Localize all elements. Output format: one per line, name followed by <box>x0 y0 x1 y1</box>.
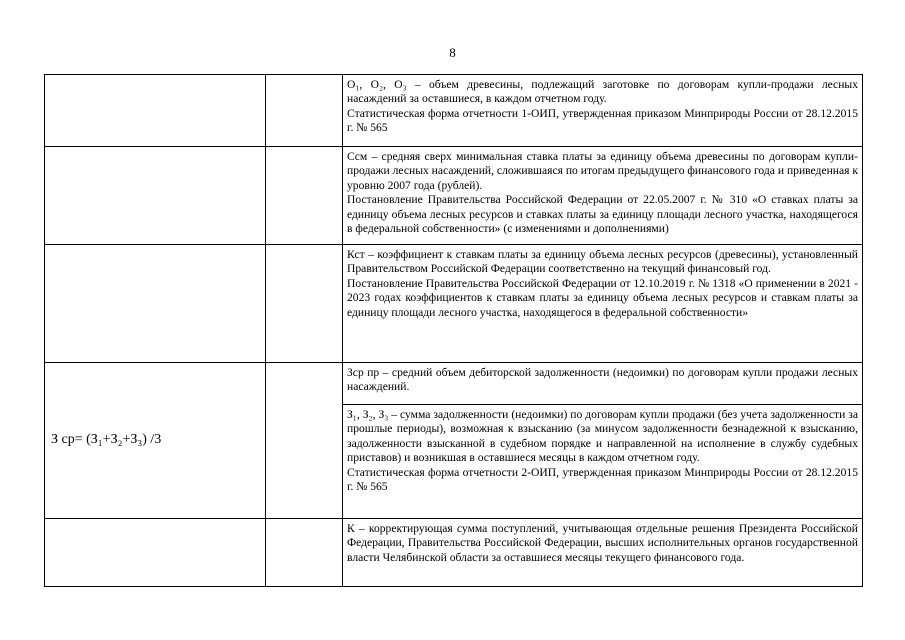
paragraph: Зср пр – средний объем дебиторской задолженности (недоимки) по договорам купли продажи лесных насаждений. <box>347 366 858 394</box>
formula-cell <box>45 245 266 363</box>
table-row <box>45 245 863 363</box>
paragraph: Cсм – средняя сверх минимальная ставка платы за единицу объема древесины по договорам купли-продажи лесных насаждений, сложившаяся по итогам предыдущего финансового года и приведенная к уровню 2007 года (рублей). <box>347 150 859 192</box>
formula-cell: З ср= (З₁+З₂+З₃) /3 <box>45 363 266 519</box>
table-row <box>45 75 863 147</box>
empty-cell <box>266 147 343 245</box>
paragraph: З₁, З₂, З₃ – сумма задолженности (недоимки) по договорам купли продажи (без учета задолженности за прошлые периоды), возможная к взысканию (за минусом задолженности безнадежной к взысканию, задолженности взысканной в судебном порядке и направленной на исполнение в службу судебных приставов) и возникшая в оставшиеся месяцы в каждом отчетном году. <box>347 408 858 465</box>
paragraph: Кст – коэффициент к ставкам платы за единицу объема лесных ресурсов (древесины), установленный Правительством Российской Федерации соответственно на текущий финансовый год. <box>347 248 858 276</box>
empty-cell <box>266 245 343 363</box>
formula-cell <box>45 75 266 147</box>
page-number: 8 <box>449 45 456 60</box>
description-cell <box>343 405 863 519</box>
paragraph: Постановление Правительства Российской Федерации от 22.05.2007 г. № 310 «О ставках платы за единицу объема лесных ресурсов и ставках платы за единицу площади лесного участка, находящегося в федеральной собственности» (с изменениями и дополнениями) <box>347 193 858 236</box>
paragraph: Статистическая форма отчетности 1-ОИП, утвержденная приказом Минприроды России от 28.12.2015 г. № 565 <box>347 106 858 135</box>
table-row <box>45 147 863 245</box>
formula-table <box>44 74 863 587</box>
empty-cell <box>266 363 343 519</box>
formula-cell <box>45 519 266 587</box>
description-cell <box>343 363 863 405</box>
description-cell <box>343 519 863 587</box>
empty-cell <box>266 519 343 587</box>
paragraph: О₁, О₂, О₃ – объем древесины, подлежащий заготовке по договорам купли-продажи лесных насаждений за оставшиеся, в каждом отчетном году. <box>347 78 858 106</box>
description-cell <box>343 245 863 363</box>
paragraph: К – корректирующая сумма поступлений, учитывающая отдельные решения Президента Российской Федерации, Правительства Российской Федерации, высших исполнительных органов государственной власти Челябинской области за оставшиеся месяцы текущего финансового года. <box>347 522 858 564</box>
table-row <box>45 519 863 587</box>
description-cell <box>343 75 863 147</box>
table-row <box>45 363 863 405</box>
paragraph: Статистическая форма отчетности 2-ОИП, утвержденная приказом Минприроды России от 28.12.2015 г. № 565 <box>347 465 858 494</box>
empty-cell <box>266 75 343 147</box>
paragraph: Постановление Правительства Российской Федерации от 12.10.2019 г. № 1318 «О применении в 2021 - 2023 годах коэффициентов к ставкам платы за единицу объема лесных ресурсов и ставкам платы за единицу площади лесного участка, находящегося в федеральной собственности» <box>347 276 858 319</box>
formula-cell <box>45 147 266 245</box>
description-cell <box>343 147 863 245</box>
